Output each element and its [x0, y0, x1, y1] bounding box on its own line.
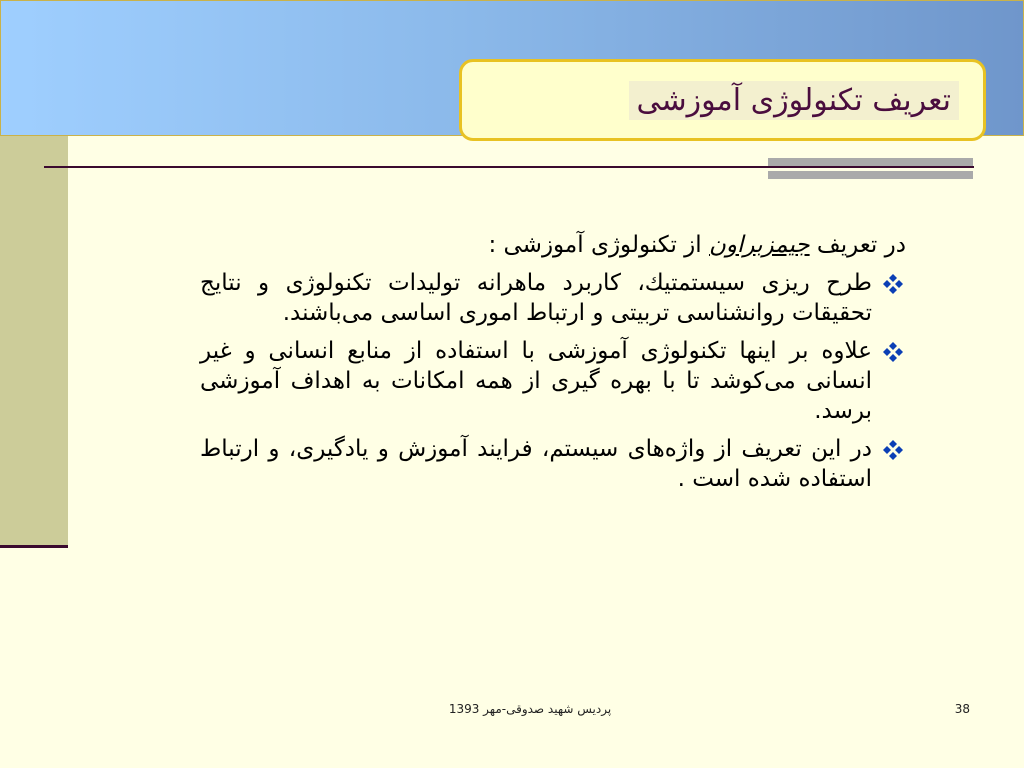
page-number: 38 — [954, 702, 970, 716]
bullet-item — [200, 434, 906, 494]
lead-sentence — [200, 228, 906, 262]
lead-text-after: از تکنولوژی آموزشی : — [488, 232, 709, 258]
diamond-bullet-icon — [882, 341, 904, 363]
bullet-item — [200, 336, 906, 426]
title-box — [459, 59, 986, 141]
diamond-bullet-icon — [882, 273, 904, 295]
decorative-bar-top — [768, 158, 973, 166]
slide-title: تعریف تکنولوژی آموزشی — [629, 81, 959, 120]
horizontal-rule — [44, 166, 974, 168]
diamond-bullet-icon — [882, 439, 904, 461]
bullet-text: طرح ریزی سیستمتیك، کاربرد ماهرانه تولیدات تکنولوژی و نتایج تحقیقات روانشناسی تربیتی و ارتباط اموری اساسی می‌باشند. — [200, 270, 872, 326]
lead-author-name: جیمزبراون — [709, 232, 810, 258]
left-decorative-strip — [0, 136, 68, 545]
lead-text-before: در تعریف — [809, 232, 906, 258]
bullet-text: علاوه بر اینها تکنولوژی آموزشی با استفاده از منابع انسانی و غیر انسانی می‌کوشد تا با بهره گیری از همه امکانات به اهداف آموزشی برسد. — [200, 338, 872, 424]
decorative-bar-bottom — [768, 171, 973, 179]
footer-caption: پردیس شهید صدوقی-مهر 1393 — [448, 702, 612, 716]
left-strip-underline — [0, 545, 68, 548]
bullet-item — [200, 268, 906, 328]
slide-body — [200, 228, 906, 502]
bullet-text: در این تعریف از واژه‌های سیستم، فرایند آموزش و یادگیری، و ارتباط استفاده شده است . — [200, 436, 872, 492]
